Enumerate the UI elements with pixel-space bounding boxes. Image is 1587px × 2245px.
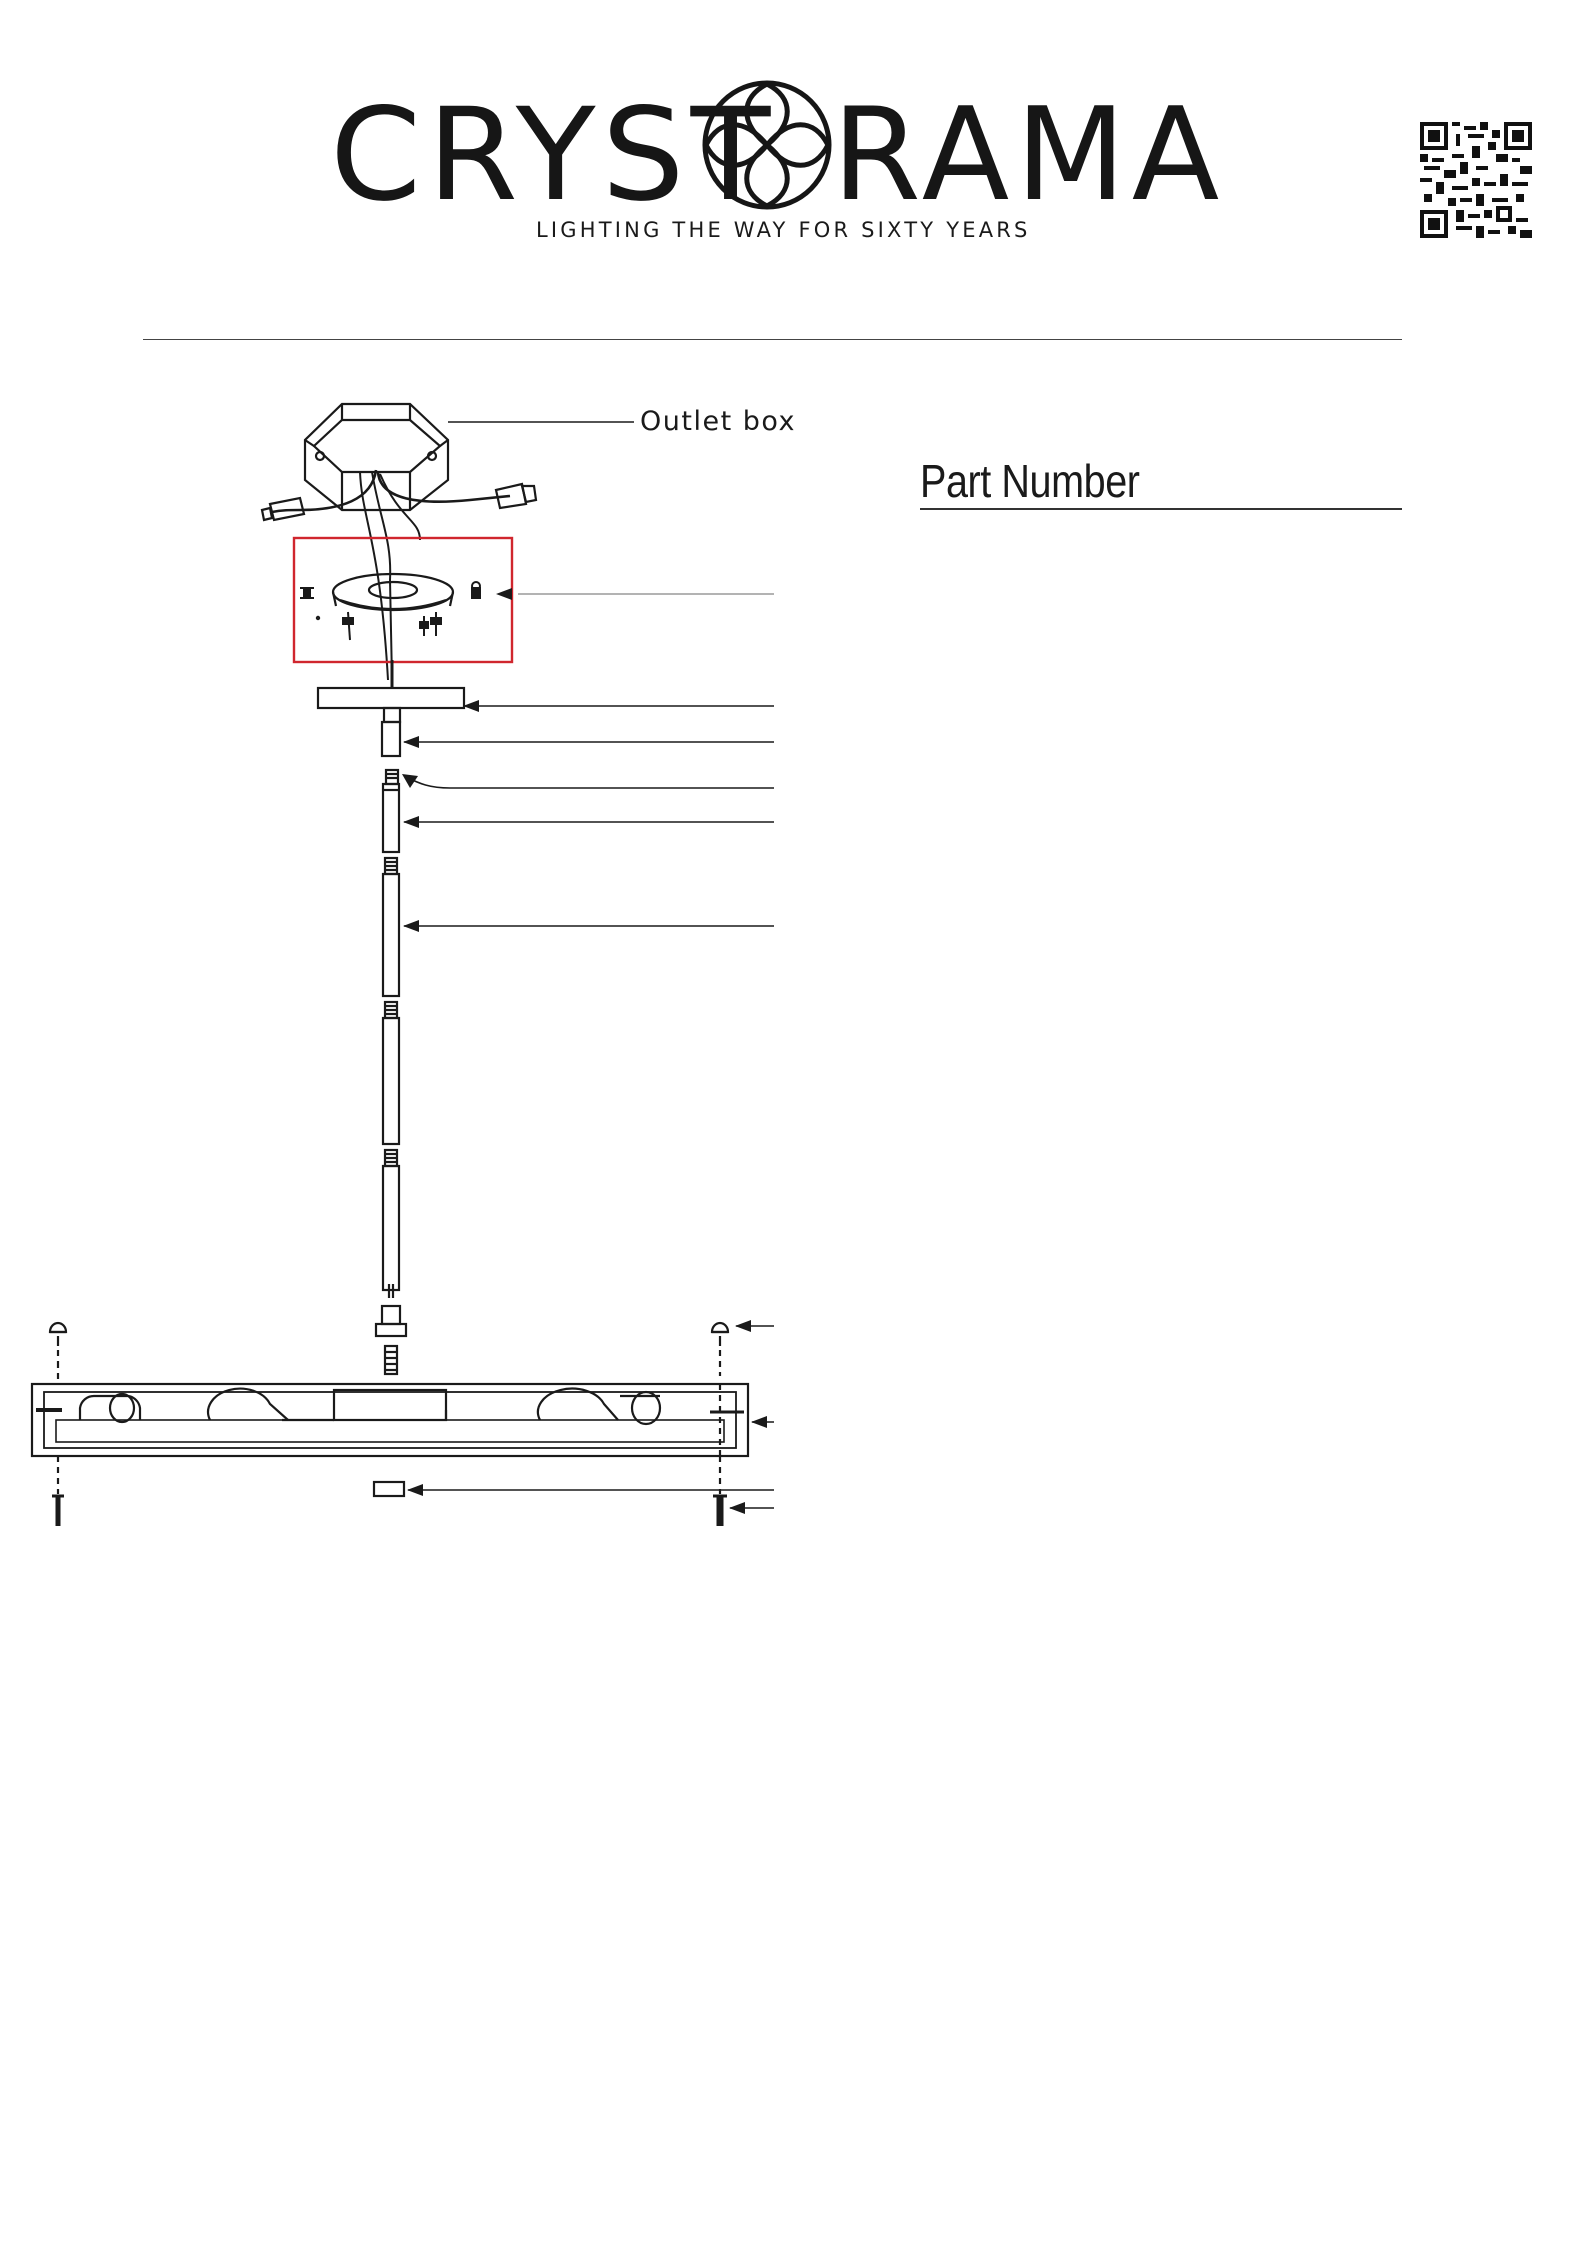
finial-left-icon xyxy=(50,1323,66,1362)
fixture-body xyxy=(32,1362,748,1456)
canopy-coupler xyxy=(382,708,400,756)
mounting-hardware-highlight xyxy=(294,538,512,662)
brand-wordmark-left: CRYST xyxy=(330,81,777,230)
brand-wordmark-right: RAMA xyxy=(832,81,1226,230)
short-down-rod xyxy=(383,784,399,852)
down-rod-segment-2 xyxy=(383,1002,399,1144)
mounting-crossbar xyxy=(333,574,453,610)
bottom-screw-left-icon xyxy=(52,1456,64,1526)
outlet-box-label: Outlet box xyxy=(640,406,797,437)
down-rod-segment-3 xyxy=(383,1150,399,1298)
part-number-heading: Part Number xyxy=(920,455,1140,507)
finial-right-icon xyxy=(712,1323,728,1376)
bottom-screw-right-icon xyxy=(713,1456,727,1526)
brand-tagline: LIGHTING THE WAY FOR SIXTY YEARS xyxy=(536,218,1031,242)
canopy xyxy=(318,688,464,708)
socket-cover xyxy=(374,1482,404,1496)
down-rod-segment-1 xyxy=(383,858,399,996)
threaded-nipple xyxy=(386,770,398,784)
fixture-mount-nut xyxy=(376,1306,406,1374)
